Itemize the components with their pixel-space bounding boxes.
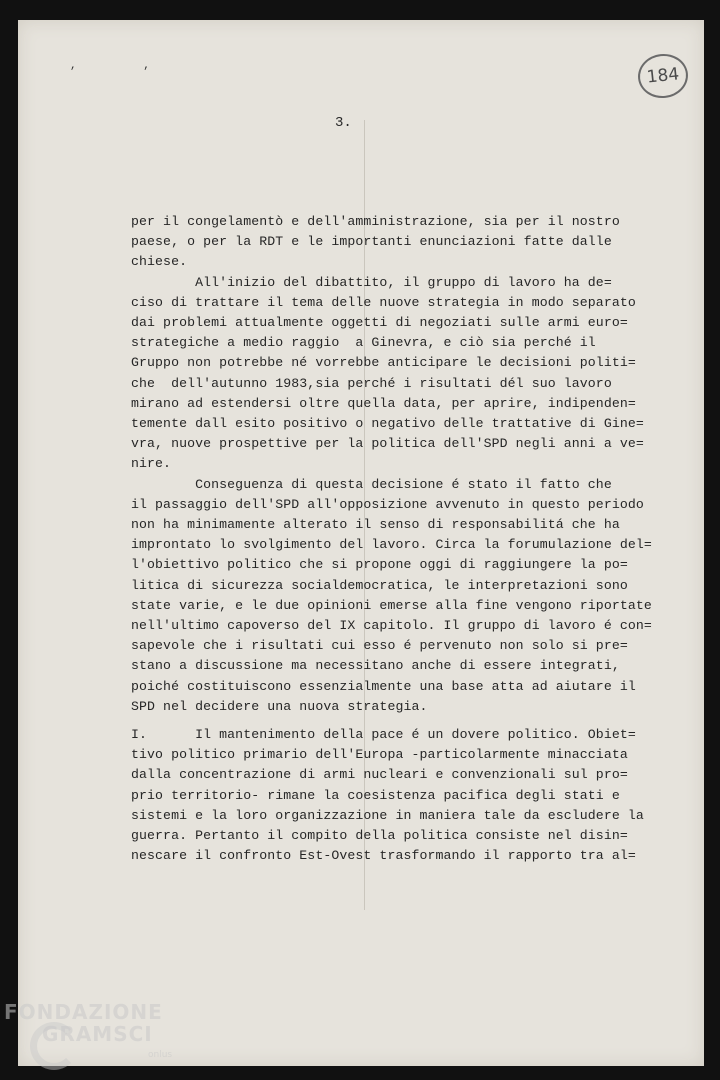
fondazione-gramsci-watermark — [4, 1000, 173, 1060]
paragraph-gap — [131, 717, 671, 725]
text-line: sistemi e la loro organizzazione in maniera tale da escludere la — [131, 807, 644, 823]
watermark-line-1: FONDAZIONE — [4, 1000, 163, 1024]
text-line: prio territorio- rimane la coesistenza pacifica degli stati e — [131, 787, 620, 803]
text-line: che dell'autunno 1983,sia perché i risultati dél suo lavoro — [131, 375, 612, 391]
watermark-line-2: GRAMSCI — [42, 1022, 153, 1046]
text-line: chiese. — [131, 254, 188, 270]
body-text — [131, 212, 671, 867]
text-line: strategiche a medio raggio a Ginevra, e ciò sia perché il — [131, 335, 596, 351]
text-line: vra, nuove prospettive per la politica dell'SPD negli anni a ve= — [131, 436, 644, 452]
text-line: sapevole che i risultati cui esso é pervenuto non solo si pre= — [131, 638, 628, 654]
text-line: paese, o per la RDT e le importanti enunciazioni fatte dalle — [131, 234, 612, 250]
watermark-line-3: onlus — [148, 1050, 173, 1060]
text-line: nescare il confronto Est-Ovest trasformando il rapporto tra al= — [131, 848, 636, 864]
text-line: All'inizio del dibattito, il gruppo di lavoro ha de= — [131, 274, 612, 290]
corner-marks: , , — [70, 60, 180, 72]
page-number: 3. — [335, 115, 352, 131]
text-line: SPD nel decidere una nuova strategia. — [131, 698, 428, 714]
text-line: temente dall esito positivo o negativo delle trattative di Gine= — [131, 416, 644, 432]
text-line: non ha minimamente alterato il senso di responsabilitá che ha — [131, 517, 620, 533]
text-line: il passaggio dell'SPD all'opposizione avvenuto in questo periodo — [131, 496, 644, 512]
text-line: state varie, e le due opinioni emerse alla fine vengono riportate — [131, 597, 652, 613]
text-line: dalla concentrazione di armi nucleari e convenzionali sul pro= — [131, 767, 628, 783]
text-line: Gruppo non potrebbe né vorrebbe anticipare le decisioni politi= — [131, 355, 636, 371]
text-line: guerra. Pertanto il compito della politica consiste nel disin= — [131, 828, 628, 844]
text-line: nire. — [131, 456, 172, 472]
text-line: improntato lo svolgimento del lavoro. Circa la forumulazione del= — [131, 537, 652, 553]
text-line: Conseguenza di questa decisione é stato il fatto che — [131, 476, 612, 492]
text-line: ciso di trattare il tema delle nuove strategia in modo separato — [131, 294, 636, 310]
text-line: tivo politico primario dell'Europa -particolarmente minacciata — [131, 747, 628, 763]
text-line: mirano ad estendersi oltre quella data, per aprire, indipenden= — [131, 395, 636, 411]
text-line: nell'ultimo capoverso del IX capitolo. Il gruppo di lavoro é con= — [131, 618, 652, 634]
archive-page-stamp: 184 — [636, 52, 690, 101]
watermark-logo-icon — [30, 1022, 78, 1070]
text-line: per il congelamentò e dell'amministrazione, sia per il nostro — [131, 214, 620, 229]
text-line: I. Il mantenimento della pace é un dovere politico. Obiet= — [131, 727, 636, 743]
text-line: stano a discussione ma necessitano anche di essere integrati, — [131, 658, 620, 674]
text-line: litica di sicurezza socialdemocratica, le interpretazioni sono — [131, 577, 628, 593]
text-line: dai problemi attualmente oggetti di negoziati sulle armi euro= — [131, 315, 628, 331]
text-line: poiché costituiscono essenzialmente una base atta ad aiutare il — [131, 678, 636, 694]
text-line: l'obiettivo politico che si propone oggi di raggiungere la po= — [131, 557, 628, 573]
